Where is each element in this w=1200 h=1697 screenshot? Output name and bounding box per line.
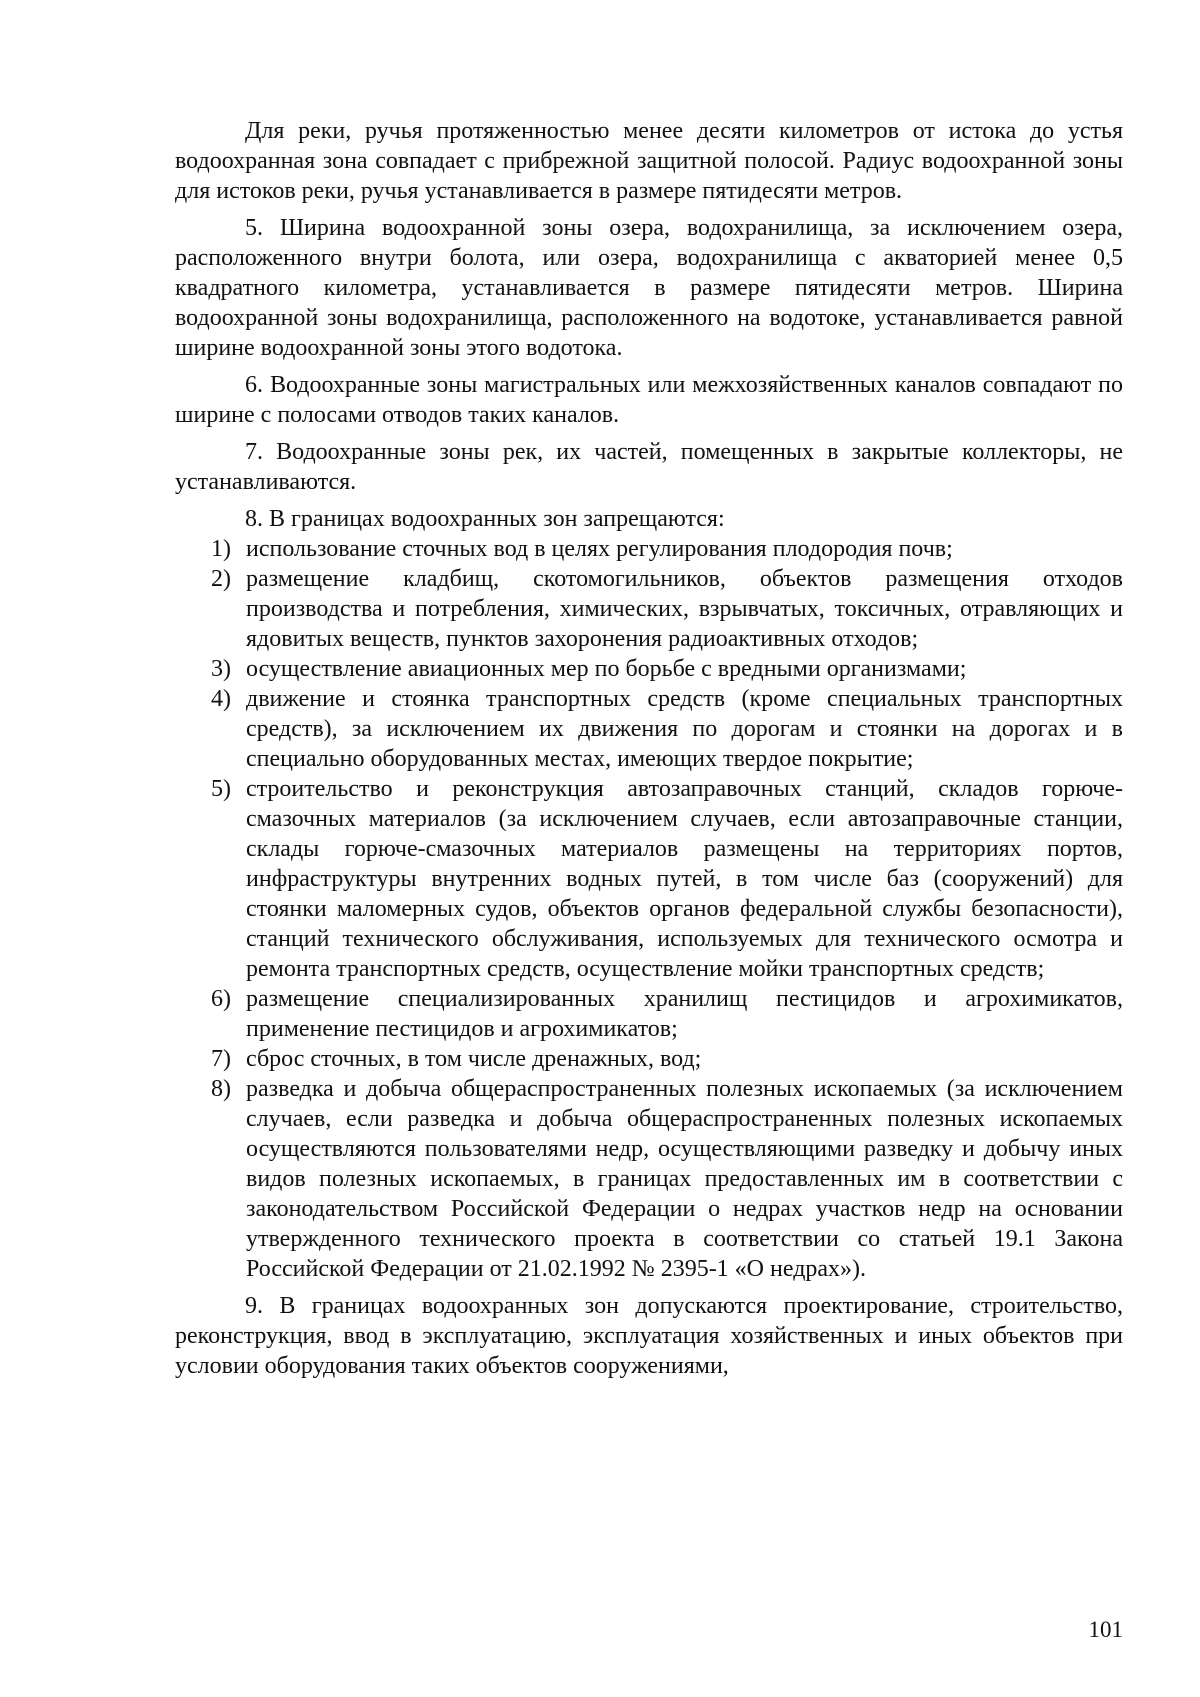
list-item-number: 2) <box>211 566 231 592</box>
list-item-number: 8) <box>211 1076 231 1102</box>
paragraph-8-prohibitions-intro: 8. В границах водоохранных зон запрещаются: <box>245 506 725 532</box>
list-item <box>175 654 1123 684</box>
prohibitions-list <box>175 534 1123 1284</box>
list-item <box>175 984 1123 1044</box>
list-item-text: размещение кладбищ, скотомогильников, объектов размещения отходов производства и потребления, химических, взрывчатых, токсичных, отравляющих и ядовитых веществ, пунктов захоронения радиоактивных отходов; <box>246 566 1123 652</box>
page-number: 101 <box>1088 1617 1123 1642</box>
page-content <box>175 116 1123 1381</box>
list-item-text: сброс сточных, в том числе дренажных, вод; <box>246 1046 702 1072</box>
list-item <box>175 1074 1123 1284</box>
list-item-number: 6) <box>211 986 231 1012</box>
list-item-number: 7) <box>211 1046 231 1072</box>
list-item-number: 4) <box>211 686 231 712</box>
list-item-text: размещение специализированных хранилищ пестицидов и агрохимикатов, применение пестицидов и агрохимикатов; <box>246 986 1123 1042</box>
list-item-text: строительство и реконструкция автозаправочных станций, складов горюче-смазочных материалов (за исключением случаев, если автозаправочные станции, склады горюче-смазочных материалов размещены на территориях портов, инфраструктуры внутренних водных путей, в том числе баз (сооружений) для стоянки маломерных судов, объектов органов федеральной службы безопасности), станций технического обслуживания, используемых для технического осмотра и ремонта транспортных средств, осуществление мойки транспортных средств; <box>246 776 1123 982</box>
paragraph-5-lake-width: 5. Ширина водоохранной зоны озера, водохранилища, за исключением озера, расположенного внутри болота, или озера, водохранилища с акваторией менее 0,5 квадратного километра, устанавливается в размере пятидесяти метров. Ширина водоохранной зоны водохранилища, расположенного на водотоке, устанавливается равной ширине водоохранной зоны этого водотока. <box>175 215 1123 361</box>
paragraph-7-collectors: 7. Водоохранные зоны рек, их частей, помещенных в закрытые коллекторы, не устанавливаются. <box>175 439 1123 495</box>
list-item-text: использование сточных вод в целях регулирования плодородия почв; <box>246 536 953 562</box>
list-item-number: 1) <box>211 536 231 562</box>
paragraph-9-permitted: 9. В границах водоохранных зон допускаются проектирование, строительство, реконструкция, ввод в эксплуатацию, эксплуатация хозяйственных и иных объектов при условии оборудования таких объектов сооружениями, <box>175 1293 1123 1379</box>
list-item <box>175 774 1123 984</box>
list-item <box>175 534 1123 564</box>
list-item-text: разведка и добыча общераспространенных полезных ископаемых (за исключением случаев, если разведка и добыча общераспространенных полезных ископаемых осуществляются пользователями недр, осуществляющими разведку и добычу иных видов полезных ископаемых, в границах предоставленных им в соответствии с законодательством Российской Федерации о недрах участков недр на основании утвержденного технического проекта в соответствии со статьей 19.1 Закона Российской Федерации от 21.02.1992 № 2395-1 «О недрах»). <box>246 1076 1123 1282</box>
list-item <box>175 564 1123 654</box>
paragraph-6-canals: 6. Водоохранные зоны магистральных или межхозяйственных каналов совпадают по ширине с полосами отводов таких каналов. <box>175 372 1123 428</box>
list-item-text: осуществление авиационных мер по борьбе с вредными организмами; <box>246 656 967 682</box>
list-item <box>175 684 1123 774</box>
list-item <box>175 1044 1123 1074</box>
list-item-text: движение и стоянка транспортных средств (кроме специальных транспортных средств), за исключением их движения по дорогам и стоянки на дорогах и в специально оборудованных местах, имеющих твердое покрытие; <box>246 686 1123 772</box>
list-item-number: 5) <box>211 776 231 802</box>
list-item-number: 3) <box>211 656 231 682</box>
paragraph-river-stream: Для реки, ручья протяженностью менее десяти километров от истока до устья водоохранная зона совпадает с прибрежной защитной полосой. Радиус водоохранной зоны для истоков реки, ручья устанавливается в размере пятидесяти метров. <box>175 118 1123 204</box>
